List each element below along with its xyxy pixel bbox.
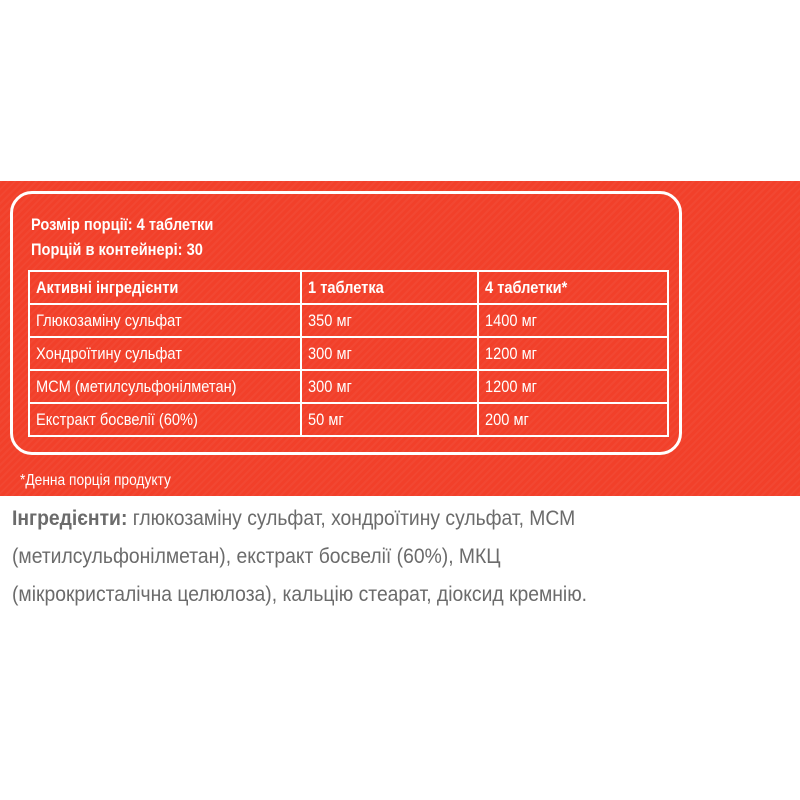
amount-per-tablet: 300 мг: [301, 337, 478, 370]
table-row: [29, 403, 668, 436]
ingredient-name: Глюкозаміну сульфат: [29, 304, 301, 337]
amount-per-serving: 1200 мг: [478, 370, 668, 403]
amount-per-serving: 200 мг: [478, 403, 668, 436]
ingredient-name: Екстракт босвелії (60%): [29, 403, 301, 436]
ingredients-description: [12, 500, 800, 614]
header-ingredient: Активні інгредієнти: [29, 271, 301, 304]
amount-per-tablet: 350 мг: [301, 304, 478, 337]
supplement-facts-panel: [0, 181, 800, 496]
ingredient-name: Хондроїтину сульфат: [29, 337, 301, 370]
table-row: [29, 304, 668, 337]
ingredients-line-3: (мікрокристалічна целюлоза), кальцію стеарат, діоксид кремнію.: [12, 583, 588, 606]
serving-size: Розмір порції: 4 таблетки: [31, 215, 214, 234]
header-per-serving: 4 таблетки*: [478, 271, 668, 304]
daily-serving-footnote: *Денна порція продукту: [20, 472, 171, 489]
table-header-row: [29, 271, 668, 304]
header-per-tablet: 1 таблетка: [301, 271, 478, 304]
table-row: [29, 337, 668, 370]
ingredients-heading: Інгредієнти:: [12, 507, 128, 530]
amount-per-serving: 1200 мг: [478, 337, 668, 370]
amount-per-tablet: 50 мг: [301, 403, 478, 436]
active-ingredients-table: [28, 270, 669, 437]
amount-per-tablet: 300 мг: [301, 370, 478, 403]
amount-per-serving: 1400 мг: [478, 304, 668, 337]
servings-per-container: Порцій в контейнері: 30: [31, 240, 203, 259]
ingredient-name: МСМ (метилсульфонілметан): [29, 370, 301, 403]
table-row: [29, 370, 668, 403]
ingredients-text-1: глюкозаміну сульфат, хондроїтину сульфат, МСМ: [127, 507, 576, 530]
ingredients-line-2: (метилсульфонілметан), екстракт босвелії (60%), МКЦ: [12, 545, 501, 568]
ingredients-line-1: [12, 500, 739, 538]
